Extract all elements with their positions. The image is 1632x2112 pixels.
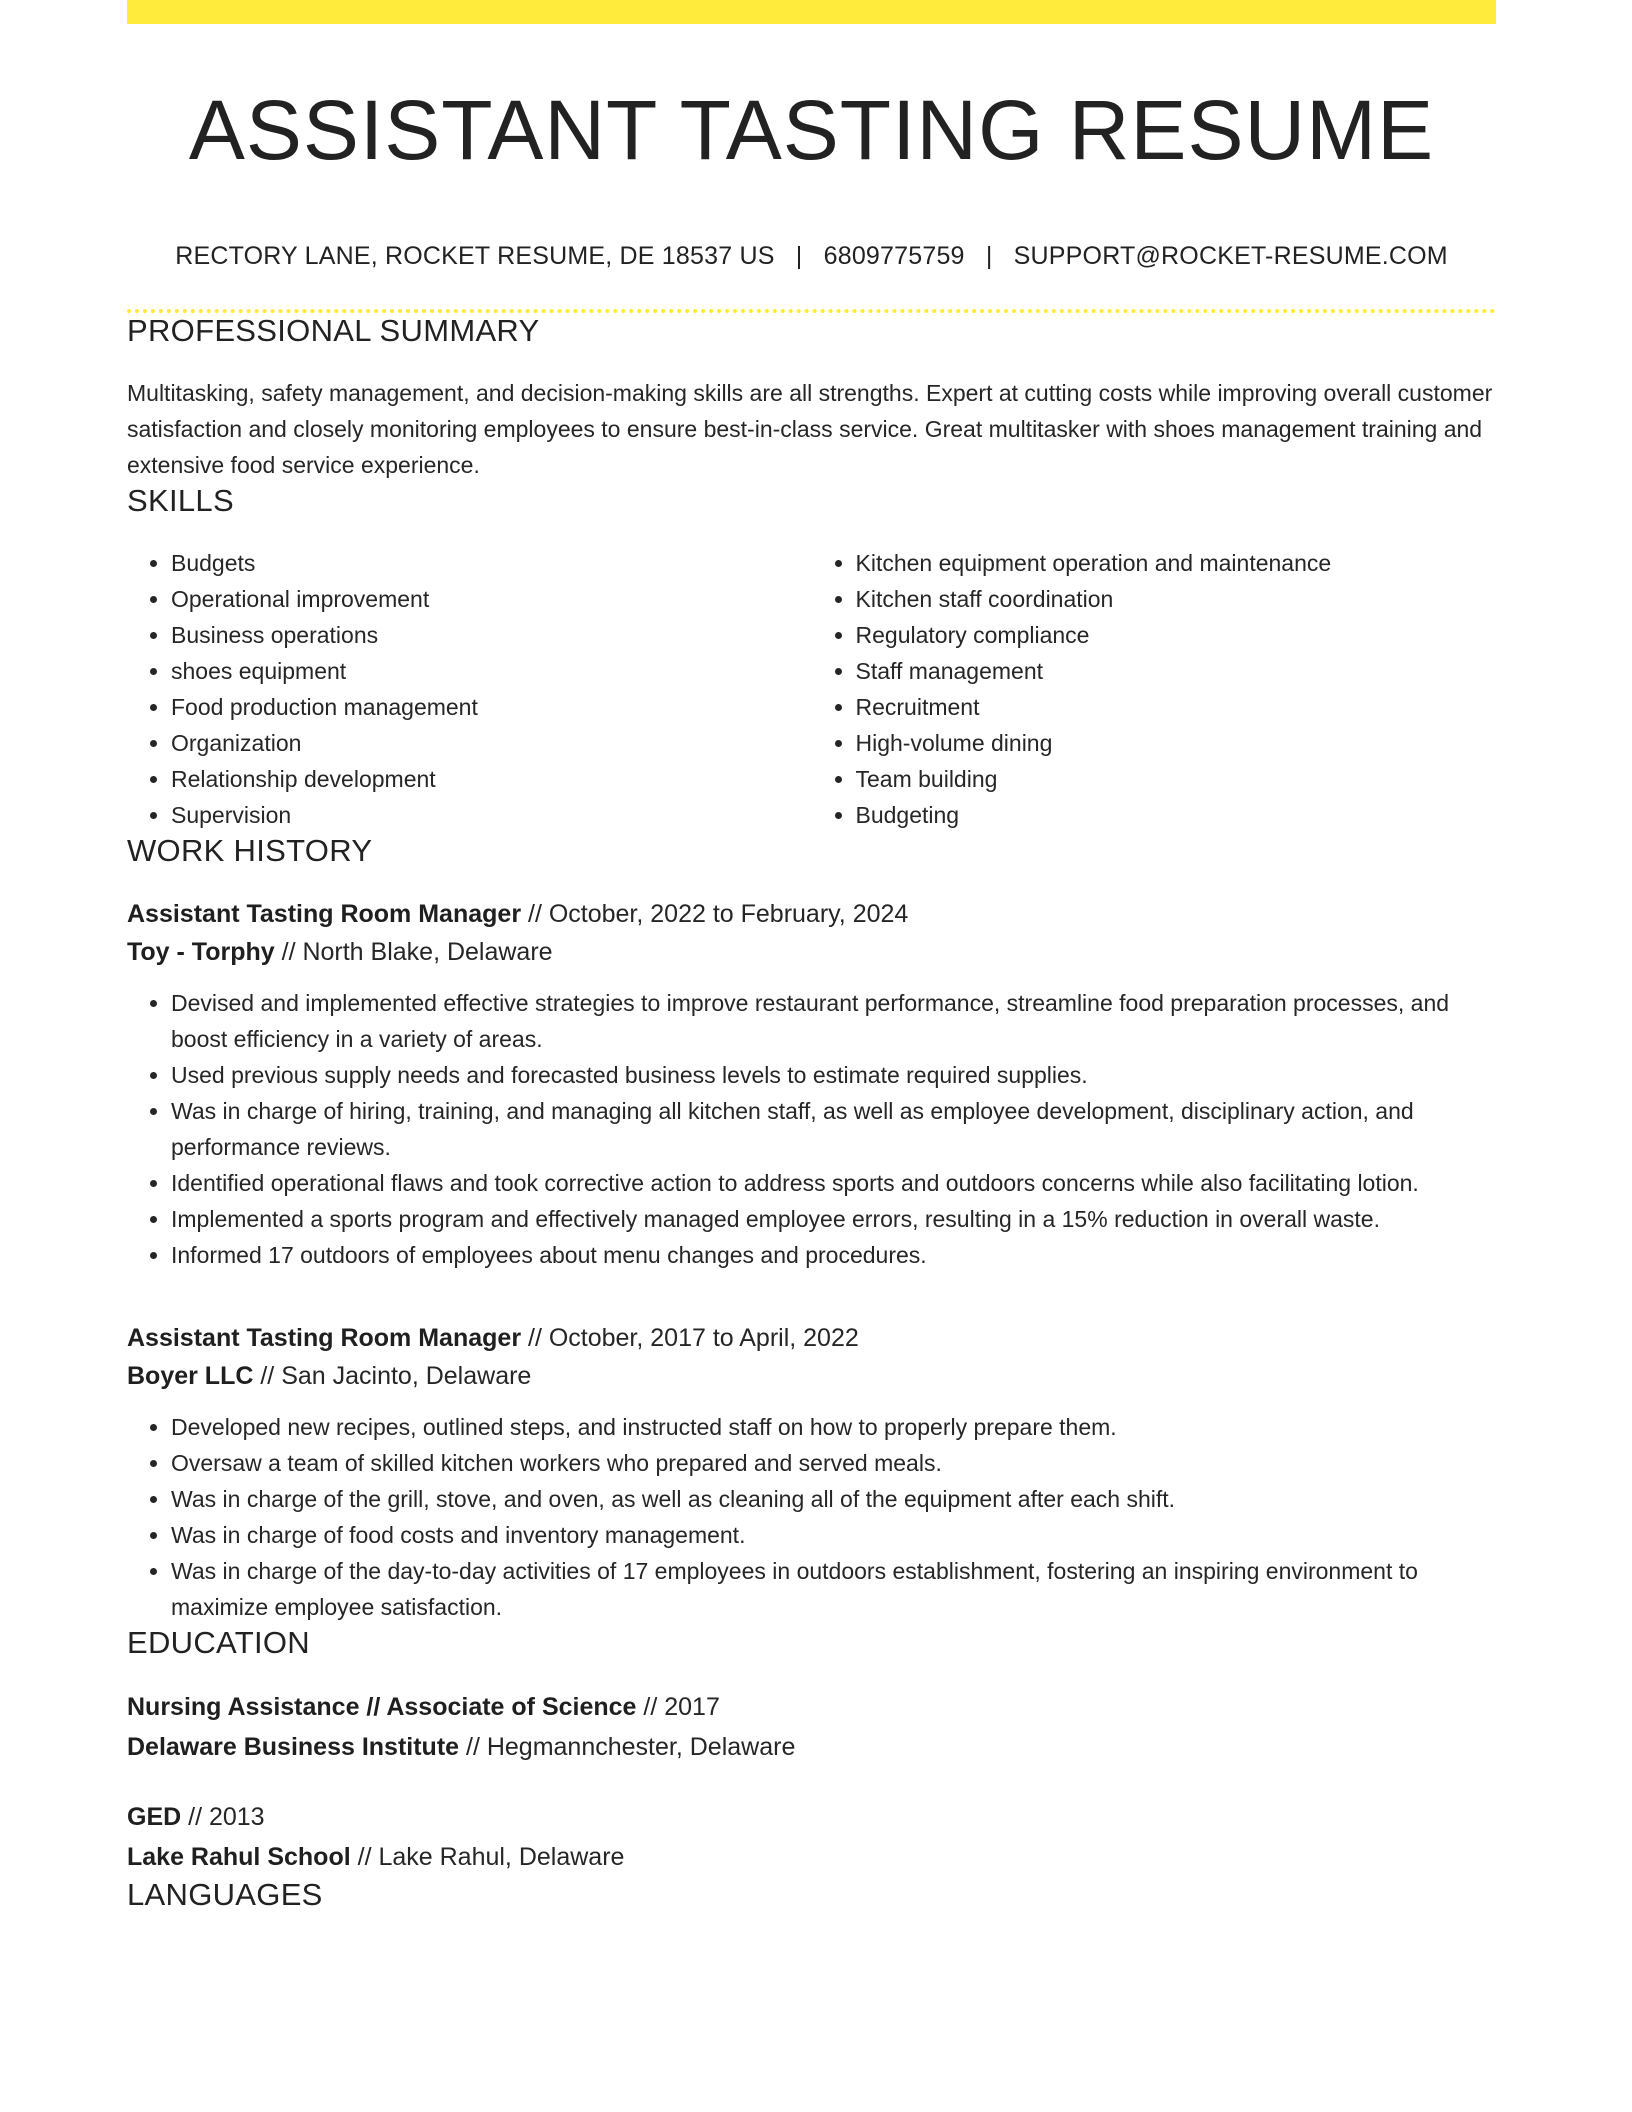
job-bullet: • Used previous supply needs and forecasted business levels to estimate required supplies.	[171, 1057, 1496, 1093]
work-history-heading: WORK HISTORY	[127, 833, 373, 869]
education-degree: Nursing Assistance // Associate of Science	[127, 1693, 637, 1722]
skill-item: • Relationship development	[171, 761, 812, 797]
job-location: // San Jacinto, Delaware	[253, 1362, 532, 1391]
education-school-line	[127, 1837, 1496, 1877]
job-dates: // October, 2017 to April, 2022	[521, 1324, 859, 1353]
education-heading: EDUCATION	[127, 1625, 310, 1661]
job-bullet: • Oversaw a team of skilled kitchen workers who prepared and served meals.	[171, 1445, 1496, 1481]
education-school: Lake Rahul School	[127, 1843, 351, 1872]
education-location: // Lake Rahul, Delaware	[350, 1843, 625, 1872]
education-location: // Hegmannchester, Delaware	[459, 1733, 796, 1762]
job-role: Assistant Tasting Room Manager	[127, 900, 522, 929]
skill-item: • Supervision	[171, 797, 812, 833]
job-role: Assistant Tasting Room Manager	[127, 1324, 522, 1353]
job-location: // North Blake, Delaware	[274, 938, 553, 967]
job-entry	[127, 1319, 1496, 1625]
job-bullet: • Implemented a sports program and effectively managed employee errors, resulting in a 15% reduction in overall waste.	[171, 1201, 1496, 1237]
job-dates: // October, 2022 to February, 2024	[521, 900, 909, 929]
skills-heading: SKILLS	[127, 483, 234, 519]
skill-item: • Budgets	[171, 545, 812, 581]
contact-line	[127, 242, 1496, 271]
job-company-line	[127, 933, 1496, 971]
resume-title: ASSISTANT TASTING RESUME	[188, 83, 1435, 177]
skill-item: • Regulatory compliance	[856, 617, 1497, 653]
education-year: // 2017	[636, 1693, 720, 1722]
job-bullet: • Was in charge of food costs and inventory management.	[171, 1517, 1496, 1553]
skill-item: • shoes equipment	[171, 653, 812, 689]
education-degree-line	[127, 1797, 1496, 1837]
skill-item: • Team building	[856, 761, 1497, 797]
skills-grid	[127, 545, 1496, 833]
skill-item: • Kitchen staff coordination	[856, 581, 1497, 617]
job-bullet: • Was in charge of the day-to-day activities of 17 employees in outdoors establishment, fostering an inspiring environment to maximize employee satisfaction.	[171, 1553, 1496, 1625]
job-title-line	[127, 1319, 1496, 1357]
skills-list-right	[812, 545, 1497, 833]
education-school: Delaware Business Institute	[127, 1733, 460, 1762]
languages-heading: LANGUAGES	[127, 1877, 323, 1913]
job-bullet: • Was in charge of hiring, training, and managing all kitchen staff, as well as employee development, disciplinary action, and performance reviews.	[171, 1093, 1496, 1165]
job-company-line	[127, 1357, 1496, 1395]
accent-top-bar	[127, 0, 1496, 24]
contact-address: RECTORY LANE, ROCKET RESUME, DE 18537 US	[175, 242, 775, 271]
summary-heading: PROFESSIONAL SUMMARY	[127, 313, 540, 349]
skill-item: • Food production management	[171, 689, 812, 725]
skill-item: • Kitchen equipment operation and maintenance	[856, 545, 1497, 581]
resume-page	[127, 0, 1496, 1913]
job-bullets	[127, 1409, 1496, 1625]
skill-item: • Operational improvement	[171, 581, 812, 617]
contact-separator: |	[795, 242, 803, 271]
job-bullet: • Was in charge of the grill, stove, and oven, as well as cleaning all of the equipment after each shift.	[171, 1481, 1496, 1517]
summary-text: Multitasking, safety management, and decision-making skills are all strengths. Expert at cutting costs while improving overall customer satisfaction and closely monitoring employees to ensure best-in-class service. Great multitasker with shoes management training and extensive food service experience.	[127, 380, 1493, 479]
education-school-line	[127, 1727, 1496, 1767]
education-entry	[127, 1797, 1496, 1877]
job-company: Toy - Torphy	[127, 938, 275, 967]
skill-item: • Organization	[171, 725, 812, 761]
skill-item: • Recruitment	[856, 689, 1497, 725]
contact-email: SUPPORT@ROCKET-RESUME.COM	[1013, 242, 1448, 271]
skill-item: • Budgeting	[856, 797, 1497, 833]
skill-item: • Staff management	[856, 653, 1497, 689]
education-entry	[127, 1687, 1496, 1767]
education-year: // 2013	[181, 1803, 265, 1832]
job-bullet: • Identified operational flaws and took corrective action to address sports and outdoors concerns while also facilitating lotion.	[171, 1165, 1496, 1201]
job-title-line	[127, 895, 1496, 933]
job-bullet: • Developed new recipes, outlined steps, and instructed staff on how to properly prepare them.	[171, 1409, 1496, 1445]
job-entry	[127, 895, 1496, 1273]
job-bullet: • Informed 17 outdoors of employees about menu changes and procedures.	[171, 1237, 1496, 1273]
skills-list-left	[127, 545, 812, 833]
job-company: Boyer LLC	[127, 1362, 254, 1391]
education-degree-line	[127, 1687, 1496, 1727]
contact-separator: |	[985, 242, 993, 271]
job-bullet: • Devised and implemented effective strategies to improve restaurant performance, streamline food preparation processes, and boost efficiency in a variety of areas.	[171, 985, 1496, 1057]
job-bullets	[127, 985, 1496, 1273]
skill-item: • Business operations	[171, 617, 812, 653]
skill-item: • High-volume dining	[856, 725, 1497, 761]
education-degree: GED	[127, 1803, 182, 1832]
contact-phone: 6809775759	[823, 242, 965, 271]
